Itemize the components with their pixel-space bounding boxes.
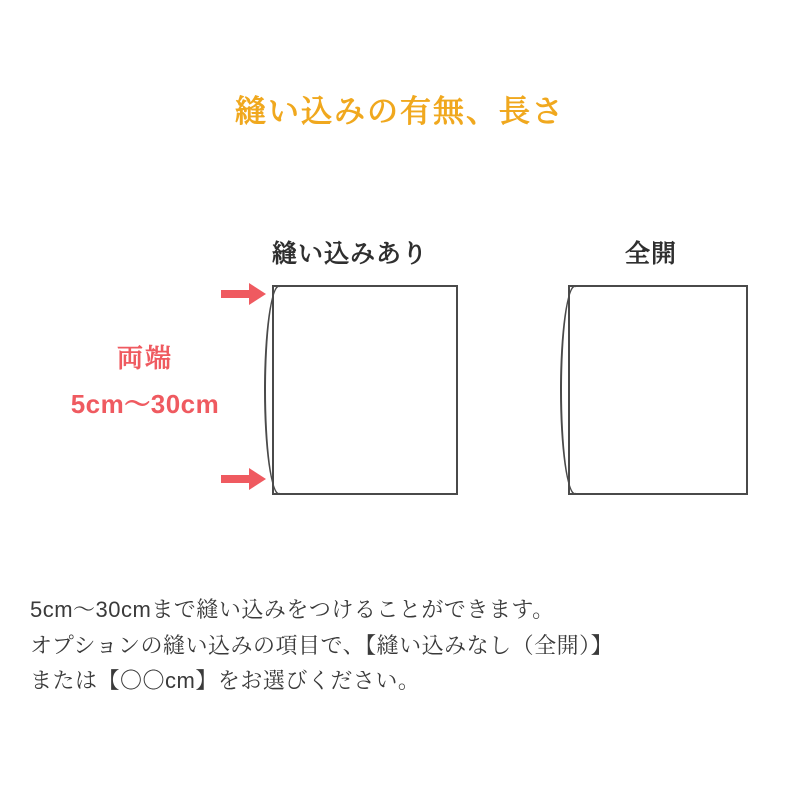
arrow-shaft [221, 290, 251, 298]
side-caption [30, 340, 260, 423]
arrow-head [249, 283, 266, 305]
tube-edge-mask-sewn [280, 287, 296, 493]
description-line-3: または【〇〇cm】をお選びください。 [30, 668, 421, 694]
cloth-body-sewn [272, 285, 458, 495]
description-line-1: 5cm〜30cmまで縫い込みをつけることができます。 [30, 597, 555, 622]
cloth-body-open [568, 285, 748, 495]
description-text [30, 592, 775, 699]
page-title: 縫い込みの有無、長さ [235, 94, 565, 129]
panel-label-open: 全開 [625, 240, 678, 268]
arrow-right-icon-top [221, 283, 267, 305]
tube-edge-mask-open [576, 287, 592, 493]
side-caption-line1: 両端 [116, 343, 173, 373]
side-caption-line2: 5cm〜30cm [70, 388, 220, 419]
panel-label-sewn: 縫い込みあり [272, 240, 429, 268]
arrow-shaft [221, 475, 251, 483]
description-line-2: オプションの縫い込みの項目で、【縫い込みなし（全開）】 [30, 632, 614, 658]
arrow-head [249, 468, 266, 490]
arrow-right-icon-bottom [221, 468, 267, 490]
